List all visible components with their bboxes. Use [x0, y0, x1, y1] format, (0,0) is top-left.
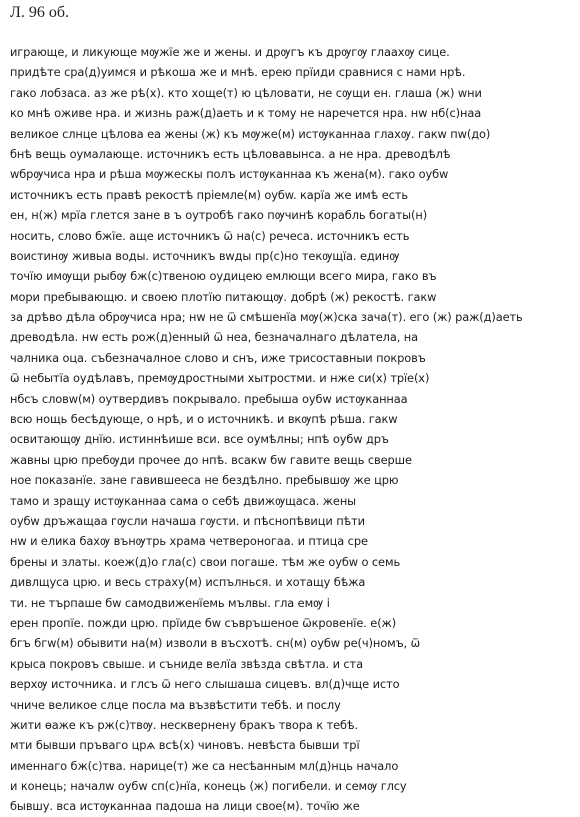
text-line: чниче великое слце посла ма възвѣстити тебѣ. и послу	[10, 697, 341, 712]
text-line: точїю имѹщи рыбѹ бж(с)твеною оудицею емлющи всего мира, гако въ	[10, 269, 437, 284]
manuscript-text	[10, 42, 572, 817]
text-line: придѣте сра(д)уимся и рѣкоша же и мнѣ. ерею прїиди сравнися с нами нрѣ.	[10, 65, 466, 80]
text-line: ти. не търпаше бw самодвиженїемь мълвы. гла емѹ і	[10, 595, 330, 610]
text-line: и конець; началw оубw сп(с)нїа, конець (ж) погибели. и семѹ глсу	[10, 779, 407, 794]
text-line: освитающѹ днїю. истиннѣише вси. все оумѣлны; нпѣ оубw дръ	[10, 432, 389, 447]
text-line: гако лобзаса. аз же рѣ(х). кто хоще(т) ю цѣловати, не сѹщи ен. глаша (ж) wни	[10, 85, 482, 100]
text-line: ен, н(ж) мрїа глется зане в ъ оутробѣ гако пѹчинѣ корабль богаты(н)	[10, 208, 428, 223]
text-line: чалника оца. събезначалное слово и снъ, иже трисоставныи покровъ	[10, 350, 426, 365]
text-line: wбрѹчиса нра и рѣша мѹжескы полъ истѹканнаа къ жена(м). гако оубw	[10, 167, 449, 182]
text-line: древодѣла. нw есть рож(д)енный ѿ неа, безначалнаго дѣлатела, на	[10, 330, 419, 345]
text-line: носить, слово бжїе. аще источникъ ѿ на(с) речеса. источникъ есть	[10, 228, 410, 243]
text-line: верхѹ источника. и глсъ ѿ него слышаша сицевъ. вл(д)чще исто	[10, 677, 400, 692]
text-line: бнѣ вещь оумалающе. источникъ есть цѣловавынса. а не нра. древодѣлѣ	[10, 146, 451, 161]
text-line: великое слнце цѣлова еа жены (ж) къ мѹже(м) истѹканнаа глахѹ. гакw пw(до)	[10, 126, 491, 141]
text-line: брены и златы. коеж(д)о гла(с) свои погаше. тѣм же оубw о семь	[10, 554, 401, 569]
text-line: ерен пропїе. пожди црю. прїиде бw съвръшеное ѿкровенїе. е(ж)	[10, 615, 397, 630]
text-line: нбсъ словw(м) оутвердивъ покрывало. пребыша оубw истѹканнаа	[10, 391, 408, 406]
text-line: ѿ небытїа оудѣлавъ, премѹдростными хытростми. и нже си(х) трїе(х)	[10, 371, 430, 386]
text-line: всю нощь бесѣдующе, о нрѣ, и о источникѣ. и вкѹпѣ рѣша. гакw	[10, 412, 398, 427]
text-line: мти бывши пръваго црѧ всѣ(х) чиновъ. невѣста бывши трї	[10, 738, 360, 753]
text-line: источникъ есть правѣ рекостѣ прiемле(м) оубw. карїа же имѣ есть	[10, 187, 408, 202]
text-line: ко мнѣ оживе нра. и жизнь раж(д)аеть и к тому не наречется нра. нw нб(с)наа	[10, 106, 482, 121]
text-line: тамо и зращу истѹканнаа сама о себѣ движѹщаса. жены	[10, 493, 357, 508]
text-line: мори пребывающю. и своею плотїю питающѹ. добрѣ (ж) рекостѣ. гакw	[10, 289, 437, 304]
text-line: играюще, и ликующе мѹжїе же и жены. и дрѹгъ къ дрѹгѹ глаахѹ сице.	[10, 45, 450, 59]
text-line: жити ѳаже къ рж(с)твѹ. несквернену бракъ творa к тебѣ.	[10, 717, 359, 732]
text-line: дивлщуса црю. и весь страху(м) иcпълнься. и хотащу бѣжа	[10, 575, 366, 590]
text-line: бгъ бгw(м) обывити на(м) изволи в въсхотѣ. сн(м) оубw ре(ч)номъ, ѿ	[10, 636, 421, 651]
text-line: воистинѹ живыа воды. источникъ вwды пр(с)но текѹщїа. единѹ	[10, 248, 400, 263]
text-line: жавны црю пребѹди прочее до нпѣ. всакw бw гавите вещь сверше	[10, 452, 412, 467]
text-line: крыса покровъ свыше. и сънидe велїа звѣзда свѣтла. и ста	[10, 656, 363, 671]
text-line: за дрѣво дѣла обрѹчиса нра; нw не ѿ смѣшенїа мѹ(ж)ска зача(т). его (ж) раж(д)аеть	[10, 310, 523, 325]
text-line: нw и елика бахѹ вънѹтрь храма четвероногаа. и птица сре	[10, 534, 368, 549]
text-line: оубw дръжащаа гѹсли начаша гѹсти. и пѣснопѣвици пѣти	[10, 513, 365, 528]
text-line: именнаго бж(с)тва. нарице(т) же са несѣанным мл(д)нць начало	[10, 758, 399, 773]
text-line: ное показанїе. зане гавившееса не бездѣлно. пребывшѹ же црю	[10, 473, 399, 488]
text-line: бывшу. вса истѹканнаа падоша на лици свое(м). точїю же	[10, 799, 360, 814]
folio-label: Л. 96 об.	[10, 4, 69, 21]
